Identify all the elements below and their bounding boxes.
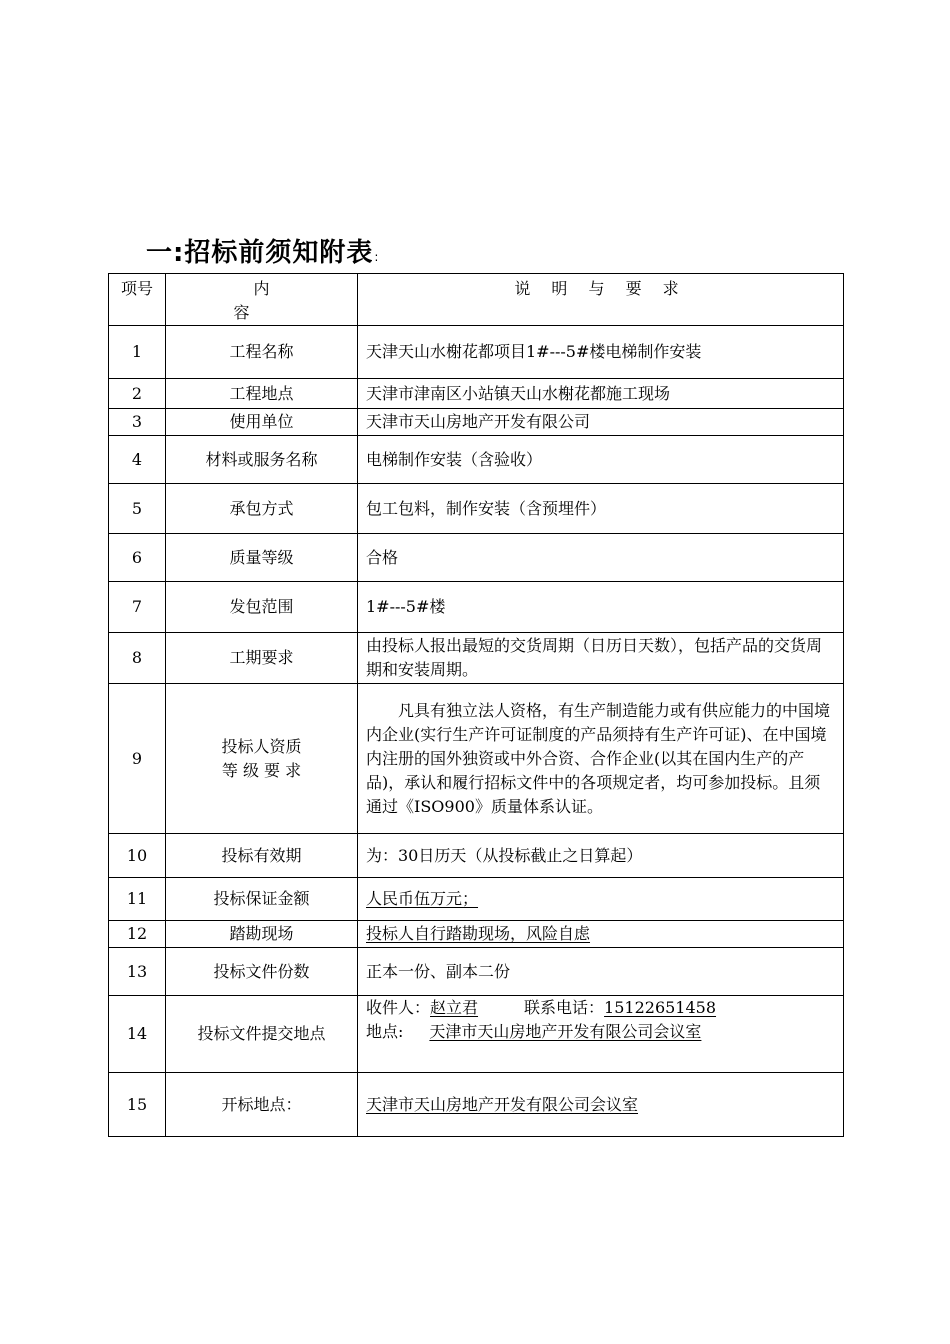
row-name: 投标文件提交地点	[166, 996, 358, 1073]
header-desc: 说 明 与 要 求	[358, 274, 844, 326]
table-row	[109, 582, 844, 633]
header-num: 项号	[109, 274, 166, 326]
row-num: 12	[109, 921, 166, 948]
row-name	[166, 684, 358, 834]
row-name: 发包范围	[166, 582, 358, 633]
row-desc: 包工包料，制作安装（含预埋件）	[358, 484, 844, 534]
row-num: 1	[109, 326, 166, 379]
row-num: 4	[109, 436, 166, 484]
recipient-name: 赵立君	[430, 998, 479, 1017]
row-name-line: 投标人资质	[221, 736, 302, 756]
row-name: 承包方式	[166, 484, 358, 534]
row-num: 10	[109, 834, 166, 878]
row-desc: 天津市天山房地产开发有限公司	[358, 409, 844, 436]
recipient-line: 收件人：赵立君 联系电话：15122651458	[366, 998, 717, 1017]
table-row	[109, 996, 844, 1073]
row-name-line: 等 级 要 求	[221, 760, 302, 780]
table-row	[109, 834, 844, 878]
row-name: 材料或服务名称	[166, 436, 358, 484]
row-desc: 为：30日历天（从投标截止之日算起）	[358, 834, 844, 878]
row-name: 使用单位	[166, 409, 358, 436]
tender-notice-table	[108, 273, 844, 1137]
row-name: 工期要求	[166, 633, 358, 684]
row-num: 13	[109, 948, 166, 996]
row-desc: 合格	[358, 534, 844, 582]
row-num: 8	[109, 633, 166, 684]
row-desc: 天津天山水榭花都项目1#---5#楼电梯制作安装	[358, 326, 844, 379]
row-name: 投标保证金额	[166, 878, 358, 921]
row-num: 15	[109, 1073, 166, 1137]
table-row	[109, 633, 844, 684]
contact-phone: 15122651458	[604, 998, 717, 1017]
row-num: 6	[109, 534, 166, 582]
page-title: 一:招标前须知附表:	[146, 238, 380, 268]
row-desc: 人民币伍万元；	[358, 878, 844, 921]
header-name: 内 容	[166, 274, 358, 326]
table-header-row	[109, 274, 844, 326]
row-num: 7	[109, 582, 166, 633]
table-row	[109, 684, 844, 834]
row-num: 11	[109, 878, 166, 921]
table-row	[109, 326, 844, 379]
row-desc: 1#---5#楼	[358, 582, 844, 633]
row-desc: 电梯制作安装（含验收）	[358, 436, 844, 484]
table-row	[109, 948, 844, 996]
row-desc: 凡具有独立法人资格，有生产制造能力或有供应能力的中国境内企业(实行生产许可证制度的产品须持有生产许可证)、在中国境内注册的国外独资或中外合资、合作企业(以其在国内生产的产品)，承认和履行招标文件中的各项规定者，均可参加投标。且须通过《ISO900》质量体系认证。	[358, 684, 844, 834]
row-num: 5	[109, 484, 166, 534]
row-name: 工程名称	[166, 326, 358, 379]
row-desc: 天津市津南区小站镇天山水榭花都施工现场	[358, 379, 844, 409]
table-row	[109, 484, 844, 534]
address-line: 地点: 天津市天山房地产开发有限公司会议室	[366, 1022, 702, 1041]
row-desc: 正本一份、副本二份	[358, 948, 844, 996]
table-row	[109, 534, 844, 582]
row-name: 投标文件份数	[166, 948, 358, 996]
row-name: 工程地点	[166, 379, 358, 409]
table-row	[109, 409, 844, 436]
row-num: 3	[109, 409, 166, 436]
table-row	[109, 921, 844, 948]
table-row	[109, 878, 844, 921]
row-num: 9	[109, 684, 166, 834]
submission-address: 天津市天山房地产开发有限公司会议室	[429, 1022, 702, 1041]
row-desc: 由投标人报出最短的交货周期（日历日天数），包括产品的交货周期和安装周期。	[358, 633, 844, 684]
row-desc: 投标人自行踏勘现场，风险自虑	[358, 921, 844, 948]
row-num: 2	[109, 379, 166, 409]
row-name: 投标有效期	[166, 834, 358, 878]
table-row	[109, 436, 844, 484]
row-desc: 天津市天山房地产开发有限公司会议室	[358, 1073, 844, 1137]
row-name: 质量等级	[166, 534, 358, 582]
table-row	[109, 1073, 844, 1137]
row-name: 踏勘现场	[166, 921, 358, 948]
table-row	[109, 379, 844, 409]
row-desc	[358, 996, 844, 1073]
row-num: 14	[109, 996, 166, 1073]
row-name: 开标地点：	[166, 1073, 358, 1137]
